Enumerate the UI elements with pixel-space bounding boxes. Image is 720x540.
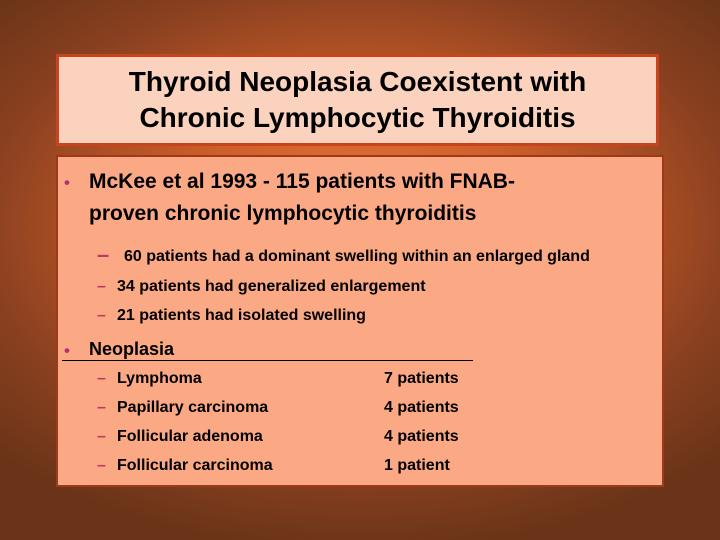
subitem-text: 60 patients had a dominant swelling within an enlarged gland — [124, 248, 590, 265]
dash-marker: – — [97, 370, 106, 387]
dash-marker: – — [97, 428, 106, 445]
bullet-text-line-1: McKee et al 1993 - 115 patients with FNAB- — [89, 170, 515, 193]
neoplasia-count: 1 patient — [384, 457, 450, 474]
neoplasia-count: 4 patients — [384, 428, 459, 445]
dash-marker: – — [97, 457, 106, 474]
neoplasia-underline — [62, 360, 473, 361]
bullet-marker: • — [64, 341, 70, 360]
bullet-marker: • — [64, 173, 70, 192]
title-line-2: Chronic Lymphocytic Thyroiditis — [139, 102, 576, 133]
neoplasia-heading: Neoplasia — [89, 339, 175, 359]
dash-marker: – — [97, 307, 106, 324]
neoplasia-label: Follicular adenoma — [117, 428, 263, 445]
title-box — [56, 54, 659, 146]
title-line-1: Thyroid Neoplasia Coexistent with — [128, 66, 587, 97]
dash-marker: – — [97, 242, 110, 267]
dash-marker: – — [97, 399, 106, 416]
dash-marker: – — [97, 278, 106, 295]
neoplasia-label: Follicular carcinoma — [117, 457, 273, 474]
neoplasia-label: Lymphoma — [117, 370, 202, 387]
neoplasia-label: Papillary carcinoma — [117, 399, 269, 416]
bullet-text-line-2: proven chronic lymphocytic thyroiditis — [89, 202, 477, 225]
slide-title — [129, 64, 586, 136]
neoplasia-count: 4 patients — [384, 399, 459, 416]
subitem-text: 34 patients had generalized enlargement — [117, 278, 426, 295]
neoplasia-count: 7 patients — [384, 370, 459, 387]
subitem-text: 21 patients had isolated swelling — [117, 307, 366, 324]
